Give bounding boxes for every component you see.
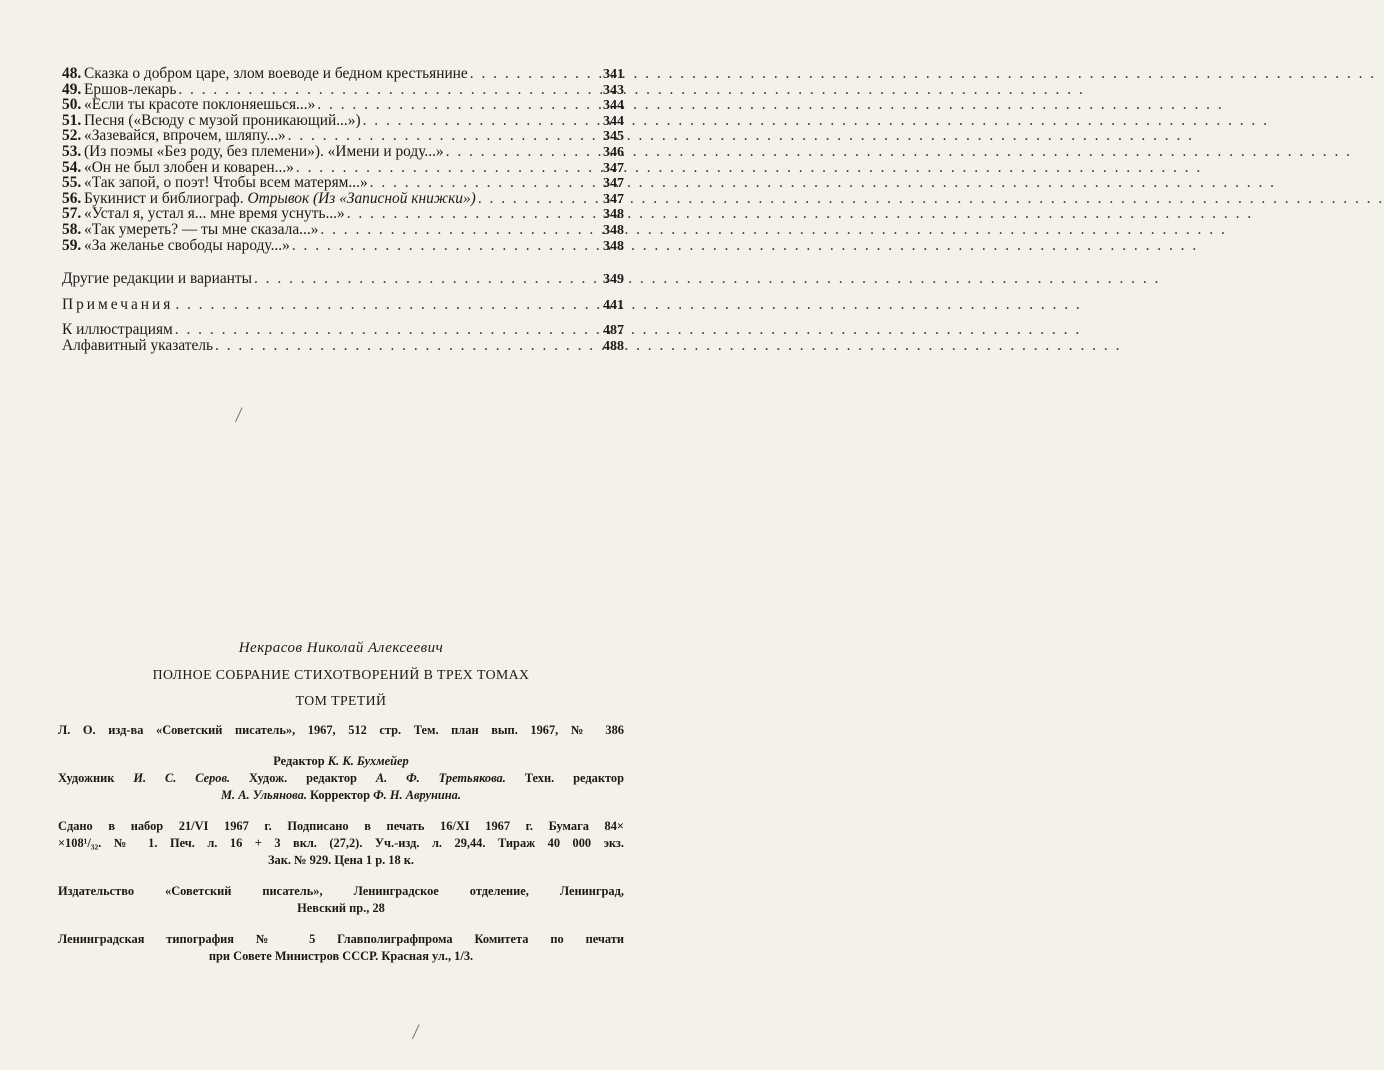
toc-page: 488: [603, 338, 624, 354]
toc-entry[interactable]: [62, 128, 624, 144]
toc-number: 49.: [62, 80, 82, 98]
toc-number: 50.: [62, 96, 82, 114]
toc-entry[interactable]: [62, 191, 624, 207]
artist-label: Художник: [58, 771, 115, 785]
toc-title: «Так запой, о поэт! Чтобы всем матерям...»: [84, 174, 368, 192]
toc-index[interactable]: [62, 338, 624, 354]
toc-number: 57.: [62, 205, 82, 223]
toc-page: 341: [603, 67, 624, 82]
proofreader-name: Ф. Н. Аврунина.: [373, 788, 461, 802]
toc-number: 58.: [62, 220, 82, 238]
toc-title: «Если ты красоте поклоняешься...»: [84, 96, 316, 114]
toc-page: 343: [603, 82, 624, 98]
stray-mark: [235, 407, 248, 424]
toc-leader: [290, 238, 603, 254]
volume-title: ТОМ ТРЕТИЙ: [295, 693, 387, 708]
toc-page: 348: [603, 222, 624, 238]
toc-number: 59.: [62, 236, 82, 254]
toc-title: Алфавитный указатель: [62, 336, 214, 354]
toc-entry[interactable]: [62, 238, 624, 254]
toc-page: 346: [603, 144, 624, 160]
toc-notes[interactable]: [62, 297, 624, 313]
toc-page: 348: [603, 238, 624, 254]
toc-leader: [252, 271, 603, 287]
toc-leader: [318, 222, 603, 238]
toc-number: 53.: [62, 142, 82, 160]
author-name: Некрасов Николай Алексеевич: [238, 640, 444, 656]
toc-entry[interactable]: [62, 206, 624, 222]
publisher-address-2: Невский пр., 28: [297, 901, 385, 915]
toc-title-main: Букинист и библиограф.: [84, 189, 244, 207]
toc-number: 55.: [62, 174, 82, 192]
toc-title: Примечания: [62, 295, 174, 313]
toc-leader: [173, 297, 603, 313]
toc-title: «Так умереть? — ты мне сказала...»: [84, 220, 319, 238]
tech-editor-line: [58, 787, 624, 804]
toc-page: 347: [603, 191, 624, 207]
toc-entry[interactable]: [62, 175, 624, 191]
toc-leader: [444, 144, 603, 160]
toc-leader: [213, 338, 603, 354]
toc-title: К иллюстрациям: [62, 321, 173, 339]
tech-editor-name: М. А. Ульянова.: [221, 788, 307, 802]
toc-page: 441: [603, 297, 624, 313]
printer-line-1: Ленинградская типография № 5 Главполиграфпрома Комитета по печати: [58, 932, 624, 946]
toc-leader: [476, 191, 603, 207]
toc-other-editions[interactable]: [62, 271, 624, 287]
toc-leader: [286, 128, 603, 144]
toc-leader: [173, 322, 603, 338]
printer-line-2: при Совете Министров СССР. Красная ул., 1/3.: [208, 949, 474, 963]
toc-entry[interactable]: [62, 160, 624, 176]
toc-entry[interactable]: [62, 82, 624, 98]
editor-name: К. К. Бухмейер: [327, 754, 409, 768]
toc-page: 344: [603, 98, 624, 114]
toc-entry[interactable]: [62, 144, 624, 160]
toc-title: (Из поэмы «Без роду, без племени»). «Имени и роду...»: [84, 142, 444, 160]
toc-title: «Зазевайся, впрочем, шляпу...»: [84, 127, 286, 145]
artist-name: И. С. Серов.: [133, 771, 231, 785]
art-editor-label: Худож. редактор: [249, 771, 357, 785]
toc-title: Песня («Всюду с музой проникающий...»): [84, 111, 361, 129]
toc-title: «Устал я, устал я... мне время уснуть...»: [84, 205, 345, 223]
toc-leader: [361, 113, 603, 129]
toc-entry[interactable]: [62, 113, 624, 129]
toc-title: Ершов-лекарь: [84, 80, 177, 98]
art-editor-name: А. Ф. Третьякова.: [375, 771, 506, 785]
toc-title: Другие редакции и варианты: [62, 270, 252, 288]
toc-illustrations[interactable]: [62, 322, 624, 338]
toc-leader: [368, 175, 603, 191]
toc-page: 344: [603, 113, 624, 129]
toc-entry[interactable]: [62, 66, 624, 82]
colophon: [58, 640, 624, 965]
toc-leader: [294, 160, 603, 176]
artist-line: [58, 770, 624, 787]
tech-editor-label: Техн. редактор: [524, 771, 624, 785]
toc-leader: [176, 82, 603, 98]
toc-number: 56.: [62, 189, 82, 207]
toc-page: 345: [603, 129, 624, 145]
toc-title: [84, 191, 476, 207]
toc-leader: [345, 206, 603, 222]
toc-page: 347: [603, 160, 624, 176]
publisher-line: Л. О. изд-ва «Советский писатель», 1967, 512 стр. Тем. план вып. 1967, № 386: [58, 723, 624, 737]
toc-title: «Он не был злобен и коварен...»: [84, 158, 294, 176]
toc-number: 51.: [62, 111, 82, 129]
toc-number: 48.: [62, 65, 82, 82]
proofreader-label: Корректор: [310, 788, 371, 802]
toc-entry[interactable]: [62, 97, 624, 113]
toc-number: 54.: [62, 158, 82, 176]
print-line-3: Зак. № 929. Цена 1 р. 18 к.: [267, 853, 415, 867]
work-title: ПОЛНОЕ СОБРАНИЕ СТИХОТВОРЕНИЙ В ТРЕХ ТОМАХ: [152, 667, 530, 682]
toc-title: «За желанье свободы народу...»: [84, 236, 290, 254]
editor-line: [58, 753, 624, 770]
toc-leader: [315, 97, 603, 113]
toc-entry[interactable]: [62, 222, 624, 238]
toc-title: Сказка о добром царе, злом воеводе и бедном крестьянине: [84, 65, 468, 82]
stray-mark: [412, 1024, 425, 1041]
toc-title-italic: Отрывок (Из «Записной книжки»): [247, 189, 476, 207]
print-line-1: Сдано в набор 21/VI 1967 г. Подписано в печать 16/XI 1967 г. Бумага 84×: [58, 819, 624, 833]
toc-page: 349: [603, 272, 624, 288]
toc-page: 487: [603, 323, 624, 339]
toc-number: 52.: [62, 127, 82, 145]
toc-page: 347: [603, 176, 624, 192]
toc-leader: [468, 66, 603, 82]
editor-label: Редактор: [273, 754, 325, 768]
publisher-address-1: Издательство «Советский писатель», Ленинградское отделение, Ленинград,: [58, 884, 624, 898]
print-line-2: ×108¹/₃₂. № 1. Печ. л. 16 + 3 вкл. (27,2). Уч.-изд. л. 29,44. Тираж 40 000 экз.: [58, 836, 624, 850]
table-of-contents: [62, 66, 624, 354]
toc-page: 348: [603, 207, 624, 223]
